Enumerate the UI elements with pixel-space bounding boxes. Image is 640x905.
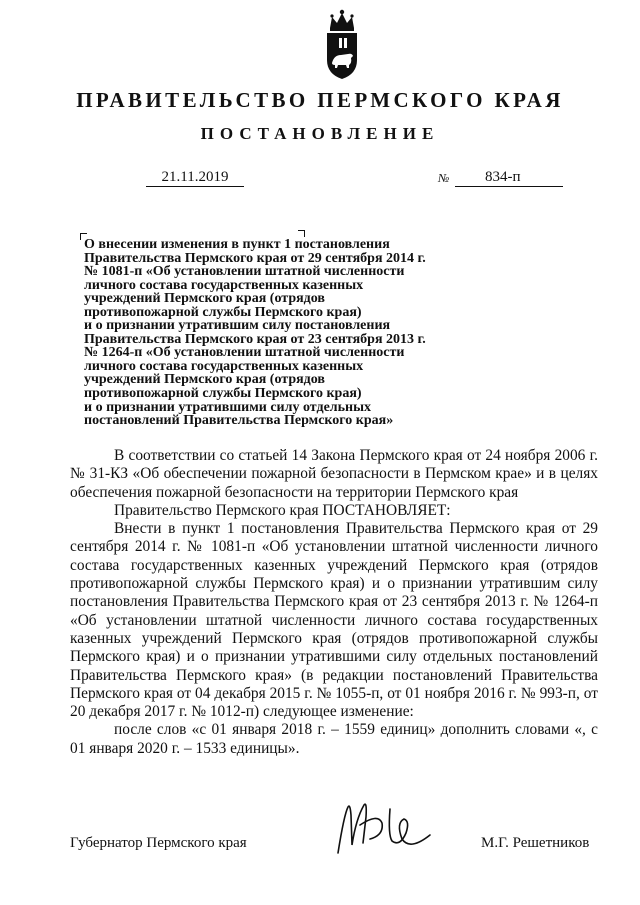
number-sign: № bbox=[438, 171, 450, 185]
subject-line: № 1264-п «Об установлении штатной численности bbox=[84, 345, 405, 361]
document-number: 834-п bbox=[455, 168, 563, 187]
amendment-text-paragraph: после слов «с 01 января 2018 г. – 1559 единиц» дополнить словами «, с 01 января 2020 г. – 1533 единицы». bbox=[70, 721, 598, 757]
decree-subject bbox=[84, 238, 484, 428]
government-title: ПРАВИТЕЛЬСТВО ПЕРМСКОГО КРАЯ bbox=[76, 88, 564, 112]
coat-of-arms-icon bbox=[322, 8, 362, 80]
subject-corner-mark-right bbox=[298, 230, 305, 237]
document-type-title: ПОСТАНОВЛЕНИЕ bbox=[200, 124, 440, 143]
subject-line: учреждений Пермского края (отрядов bbox=[84, 372, 325, 388]
subject-line: противопожарной службы Пермского края) bbox=[84, 386, 362, 402]
subject-line: и о признании утратившими силу отдельных bbox=[84, 399, 372, 415]
subject-line: постановлений Правительства Пермского края» bbox=[84, 413, 394, 429]
handwritten-signature bbox=[330, 795, 440, 865]
subject-line: учреждений Пермского края (отрядов bbox=[84, 291, 325, 307]
subject-line: личного состава государственных казенных bbox=[84, 277, 364, 293]
subject-line: № 1081-п «Об установлении штатной численности bbox=[84, 264, 405, 280]
subject-line: О внесении изменения в пункт 1 постановления bbox=[84, 237, 390, 252]
resolution-paragraph: Правительство Пермского края ПОСТАНОВЛЯЕТ: bbox=[114, 501, 451, 519]
document-date: 21.11.2019 bbox=[146, 168, 244, 187]
decree-body bbox=[70, 447, 598, 758]
preamble-paragraph: В соответствии со статьей 14 Закона Пермского края от 24 ноября 2006 г. № 31-КЗ «Об обеспечении пожарной безопасности в Пермском крае» и в целях обеспечения пожарной безопасности на территории Пермского края bbox=[70, 447, 598, 501]
subject-line: Правительства Пермского края от 29 сентября 2014 г. bbox=[84, 250, 426, 266]
subject-line: Правительства Пермского края от 23 сентября 2013 г. bbox=[84, 331, 426, 347]
signer-position: Губернатор Пермского края bbox=[70, 835, 247, 851]
amendment-paragraph: Внести в пункт 1 постановления Правительства Пермского края от 29 сентября 2014 г. № 1081-п «Об установлении штатной численности личного состава государственных казенных учреждений Пермского края (отрядов противопожарной службы Пермского края) и о признании утратившим силу постановления Правительства Пермского края от 23 сентября 2013 г. № 1264-п «Об установлении штатной численности личного состава государственных казенных учреждений Пермского края (отрядов противопожарной службы Пермского края) и о признании утратившими силу отдельных постановлений Правительства Пермского края» (в редакции постановлений Правительства Пермского края от 04 декабря 2015 г. № 1055-п, от 01 ноября 2016 г. № 993-п, от 20 декабря 2017 г. № 1012-п) следующее изменение: bbox=[70, 520, 598, 721]
subject-line: и о признании утратившим силу постановления bbox=[84, 318, 391, 334]
subject-line: противопожарной службы Пермского края) bbox=[84, 304, 362, 320]
subject-line: личного состава государственных казенных bbox=[84, 358, 364, 374]
signer-name: М.Г. Решетников bbox=[481, 835, 590, 851]
